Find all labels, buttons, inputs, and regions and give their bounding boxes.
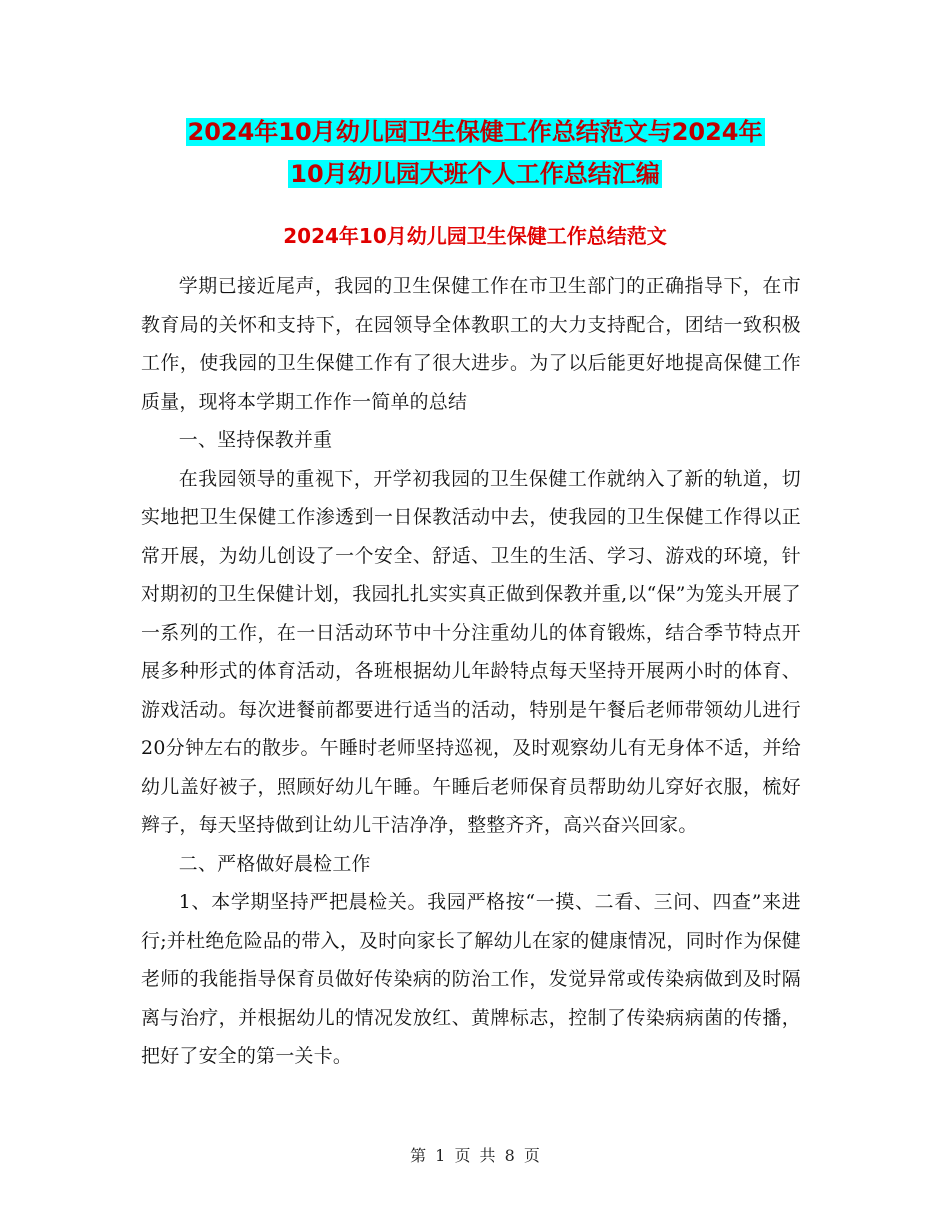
paragraph-section-1: 在我园领导的重视下，开学初我园的卫生保健工作就纳入了新的轨道，切实地把卫生保健工作渗透到一日保教活动中去，使我园的卫生保健工作得以正常开展，为幼儿创设了一个安全、舒适、卫生的生活、学习、游戏的环境，针对期初的卫生保健计划，我园扎扎实实真正做到保教并重,以“保”为笼头开展了一系列的工作，在一日活动环节中十分注重幼儿的体育锻炼，结合季节特点开展多种形式的体育活动，各班根据幼儿年龄特点每天坚持开展两小时的体育、游戏活动。每次进餐前都要进行适当的活动，特别是午餐后老师带领幼儿进行20分钟左右的散步。午睡时老师坚持巡视，及时观察幼儿有无身体不适，并给幼儿盖好被子，照顾好幼儿午睡。午睡后老师保育员帮助幼儿穿好衣服，梳好辫子，每天坚持做到让幼儿干洁净净，整整齐齐，高兴奋兴回家。 [141,467,801,836]
document-body [141,267,801,1076]
page-footer: 第 1 页 共 8 页 [410,1146,540,1165]
document-title-line-1 [0,117,950,147]
paragraph-intro: 学期已接近尾声，我园的卫生保健工作在市卫生部门的正确指导下，在市教育局的关怀和支持下，在园领导全体教职工的大力支持配合，团结一致积极工作，使我园的卫生保健工作有了很大进步。为了以后能更好地提高保健工作质量，现将本学期工作作一简单的总结 [141,275,801,413]
heading-1: 一、坚持保教并重 [178,429,333,451]
section-title: 2024年10月幼儿园卫生保健工作总结范文 [283,224,667,248]
document-title-line-2 [0,159,950,189]
paragraph-section-2: 1、本学期坚持严把晨检关。我园严格按“一摸、二看、三问、四查”来进行;并杜绝危险品的带入，及时向家长了解幼儿在家的健康情况，同时作为保健老师的我能指导保育员做好传染病的防治工作，发觉异常或传染病做到及时隔离与治疗，并根据幼儿的情况发放红、黄牌标志，控制了传染病病菌的传播，把好了安全的第一关卡。 [141,891,801,1067]
document-title-line-1-text: 2024年10月幼儿园卫生保健工作总结范文与2024年 [187,118,763,146]
document-title-line-2-text: 10月幼儿园大班个人工作总结汇编 [290,160,660,188]
heading-2: 二、严格做好晨检工作 [178,852,371,875]
